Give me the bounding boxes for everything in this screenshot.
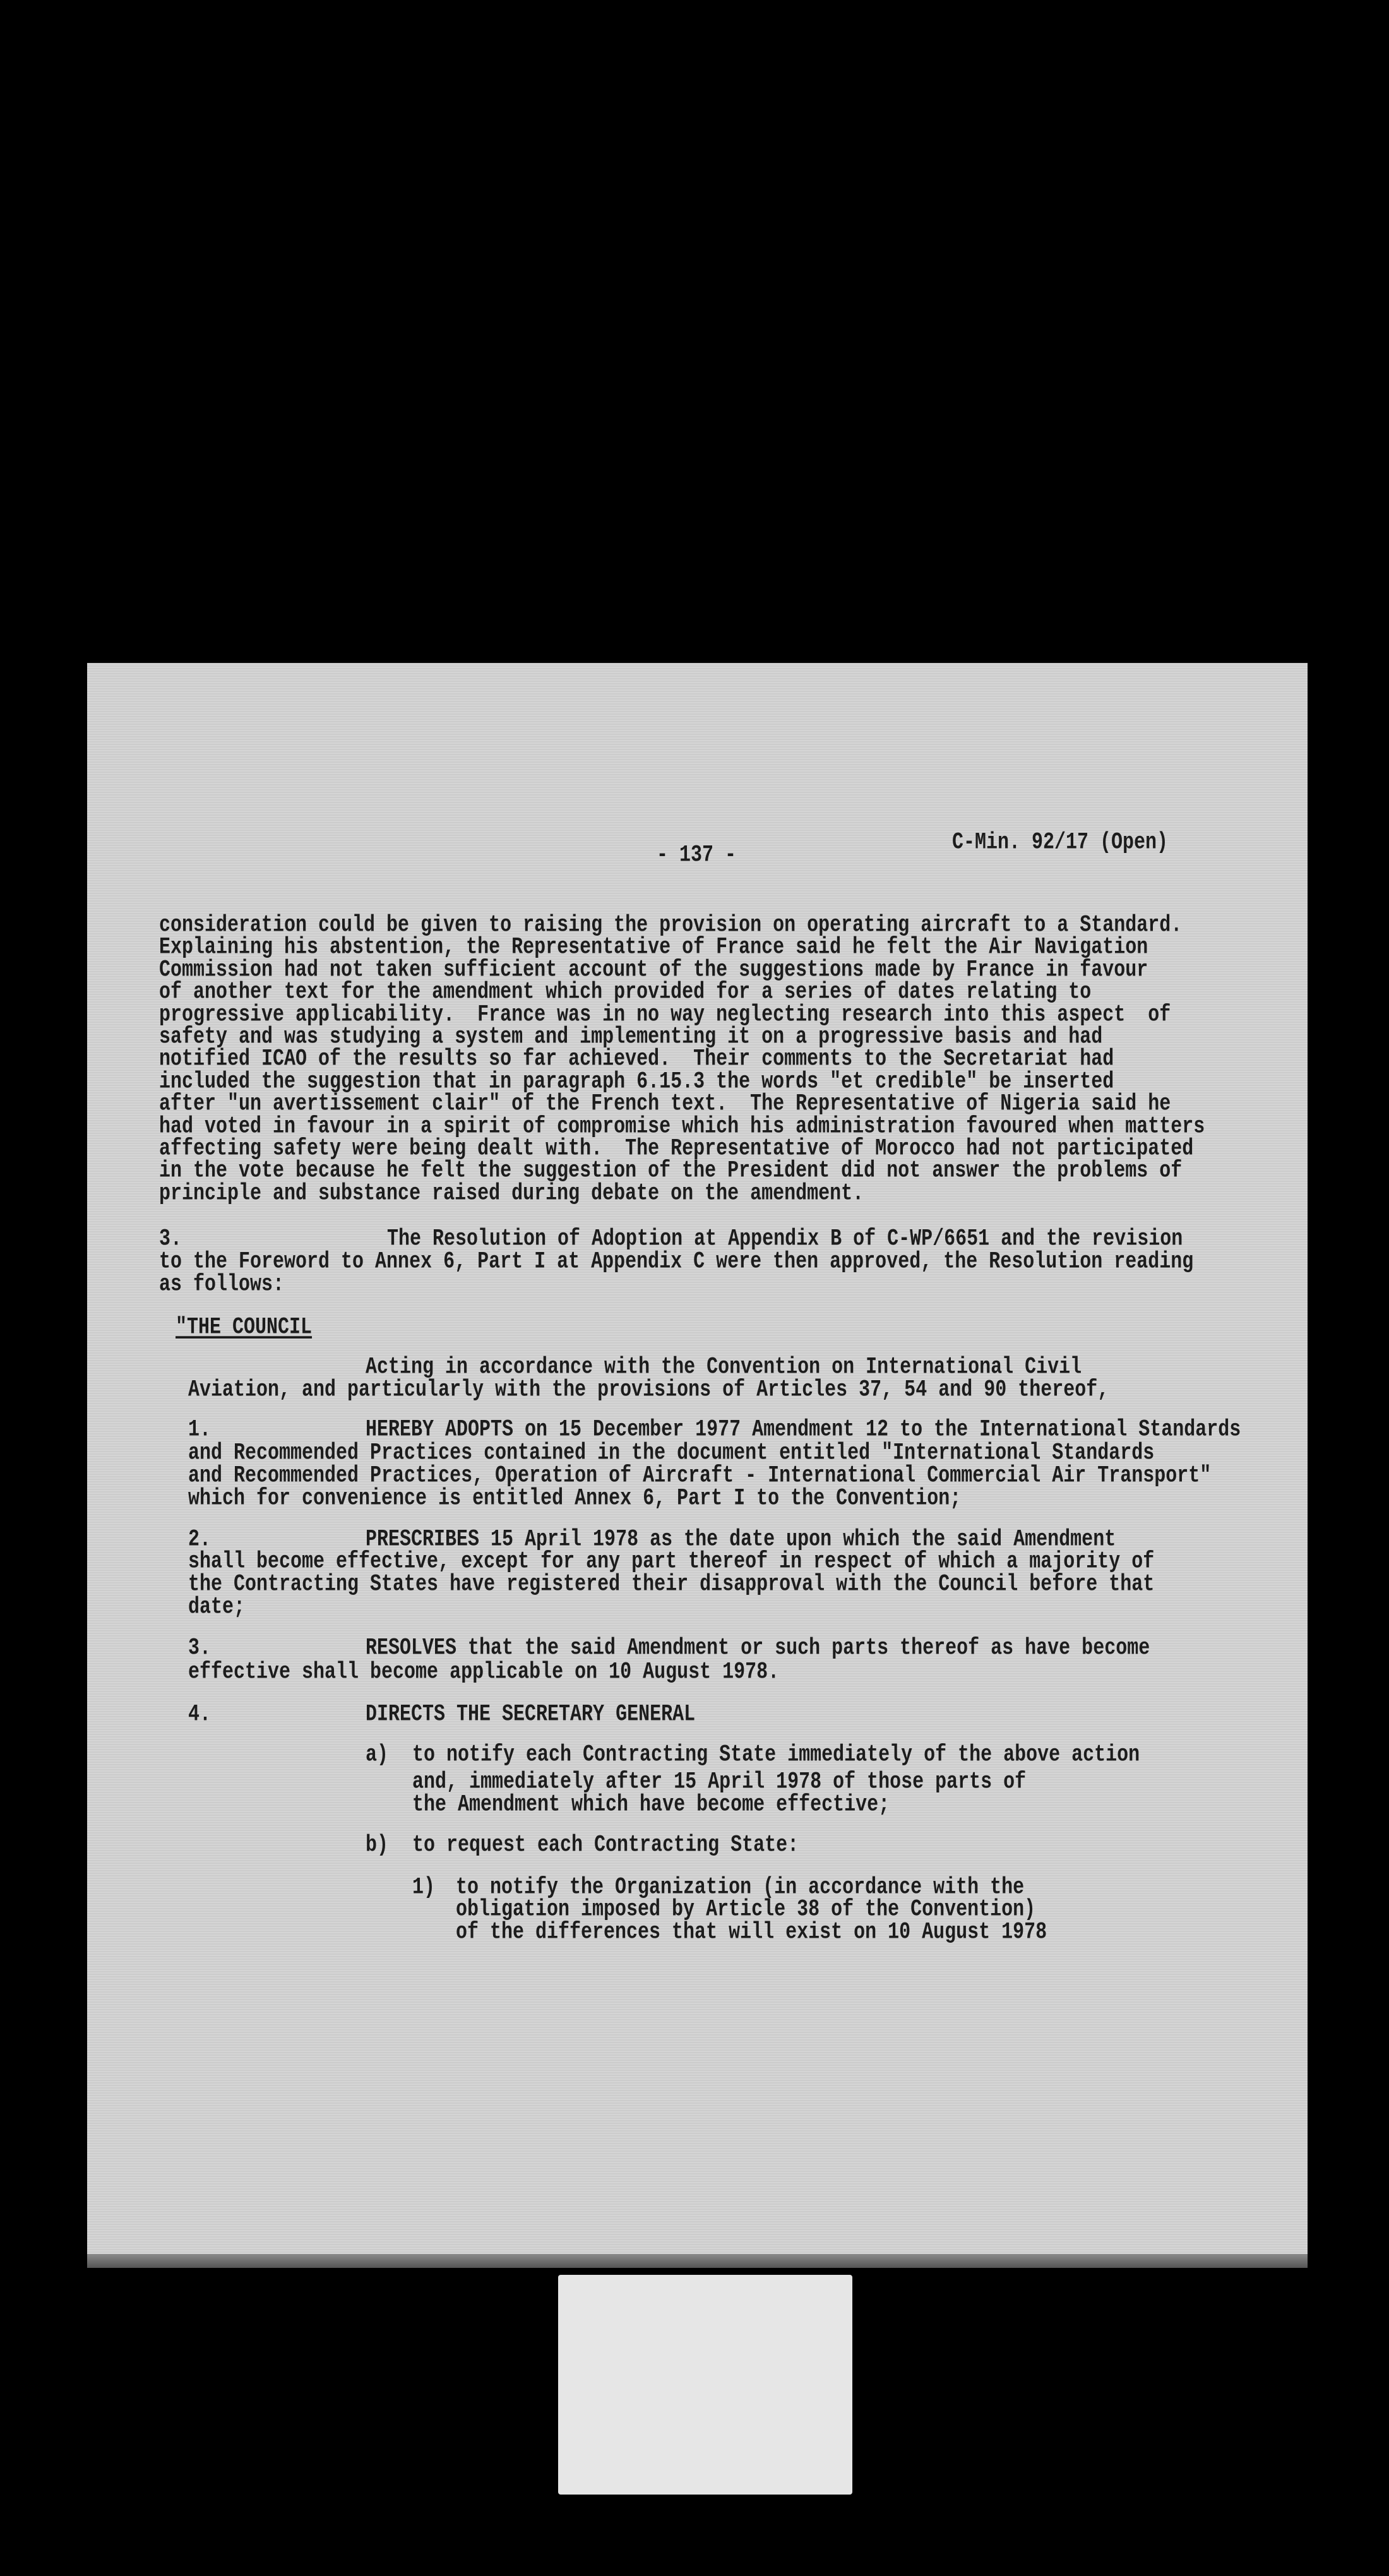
para3-first-line: The Resolution of Adoption at Appendix B of C-WP/6651 and the revision [387,1225,1183,1253]
subitem-a-label: a) [366,1741,389,1768]
preamble-line: Aviation, and particularly with the provisions of Articles 37, 54 and 90 thereof, [188,1376,1109,1404]
item3-line: effective shall become applicable on 10 August 1978. [188,1659,780,1686]
page-number: - 137 - [657,842,737,869]
item2-line: the Contracting States have registered their disapproval with the Council before that [188,1571,1155,1598]
item1-first-line: HEREBY ADOPTS on 15 December 1977 Amendment 12 to the International Standards [366,1416,1241,1443]
item1-line: and Recommended Practices contained in the document entitled "International Standards [188,1440,1155,1467]
paragraph-line: consideration could be given to raising the provision on operating aircraft to a Standard. [159,912,1183,939]
resolution-heading: "THE COUNCIL [176,1314,313,1341]
para3-line: as follows: [159,1271,285,1298]
page-bottom-edge [87,2254,1308,2268]
paragraph-line: included the suggestion that in paragraph 6.15.3 the words "et credible" be inserted [159,1068,1114,1095]
subitem-b1-line: obligation imposed by Article 38 of the Convention) [456,1896,1036,1923]
paragraph-line: had voted in favour in a spirit of compromise which his administration favoured when matters [159,1112,1205,1140]
paragraph-line: in the vote because he felt the suggestion of the President did not answer the problems of [159,1157,1183,1185]
subitem-b1-label: 1) [412,1874,436,1901]
paragraph-line: Commission had not taken sufficient account of the suggestions made by France in favour [159,957,1148,984]
paragraph-line: notified ICAO of the results so far achieved. Their comments to the Secretariat had [159,1046,1114,1073]
item4-number: 4. [188,1701,212,1728]
subitem-a-line: to notify each Contracting State immediately of the above action [412,1741,1140,1768]
item1-line: and Recommended Practices, Operation of Aircraft - International Commercial Air Transport" [188,1462,1212,1489]
paragraph-line: Explaining his abstention, the Representative of France said he felt the Air Navigation [159,934,1148,962]
para3-number: 3. [159,1225,182,1253]
paragraph-line: progressive applicability. France was in no way neglecting research into this aspect of [159,1001,1171,1029]
paragraph-line: safety and was studying a system and implementing it on a progressive basis and had [159,1023,1103,1051]
item2-line: shall become effective, except for any part thereof in respect of which a majority of [188,1548,1155,1575]
item3-first-line: RESOLVES that the said Amendment or such parts thereof as have become [366,1635,1150,1662]
subitem-b-line: to request each Contracting State: [412,1832,799,1859]
item4-first-line: DIRECTS THE SECRETARY GENERAL [366,1701,696,1728]
item2-number: 2. [188,1526,212,1553]
item2-line: date; [188,1594,246,1621]
paragraph-line: of another text for the amendment which provided for a series of dates relating to [159,979,1092,1006]
item1-number: 1. [188,1416,212,1443]
paragraph-line: after "un avertissement clair" of the French text. The Representative of Nigeria said he [159,1090,1171,1118]
subitem-b1-line: of the differences that will exist on 10 August 1978 [456,1919,1047,1946]
blank-slip [558,2275,852,2495]
paragraph-line: principle and substance raised during debate on the amendment. [159,1180,864,1207]
document-reference: C-Min. 92/17 (Open) [952,829,1169,856]
paragraph-line: affecting safety were being dealt with. The Representative of Morocco had not participated [159,1135,1194,1162]
para3-line: to the Foreword to Annex 6, Part I at Appendix C were then approved, the Resolution reading [159,1248,1194,1275]
subitem-a-line: the Amendment which have become effective; [412,1791,890,1818]
item2-first-line: PRESCRIBES 15 April 1978 as the date upon which the said Amendment [366,1526,1116,1553]
item1-line: which for convenience is entitled Annex 6, Part I to the Convention; [188,1485,962,1512]
subitem-b1-line: to notify the Organization (in accordance with the [456,1874,1025,1901]
subitem-b-label: b) [366,1832,389,1859]
preamble-line: Acting in accordance with the Convention on International Civil [366,1354,1082,1381]
item3-number: 3. [188,1635,212,1662]
subitem-a-line: and, immediately after 15 April 1978 of those parts of [412,1768,1027,1796]
